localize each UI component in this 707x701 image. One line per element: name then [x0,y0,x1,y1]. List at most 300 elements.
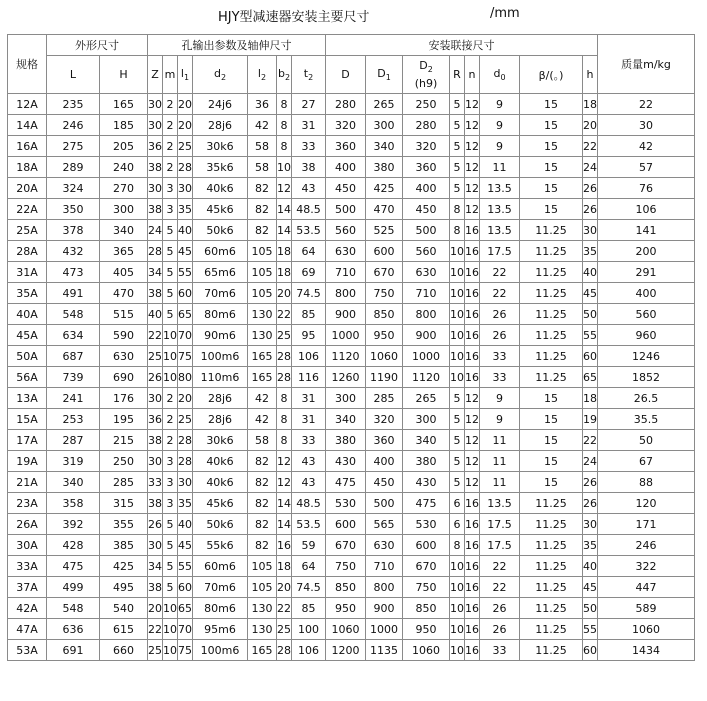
table-cell: 378 [47,220,100,241]
table-cell: 10 [450,367,465,388]
table-cell: 8 [277,388,292,409]
table-cell: 105 [248,241,277,262]
table-cell: 40 [178,220,193,241]
table-cell: 100 [292,619,326,640]
table-cell: 35 [178,199,193,220]
table-cell: 106 [292,640,326,661]
table-cell: 5 [163,262,178,283]
table-cell: 105 [248,262,277,283]
table-row [8,115,695,136]
table-cell: 69 [292,262,326,283]
table-cell: 15 [520,178,583,199]
table-row [8,535,695,556]
table-cell: 5 [450,94,465,115]
table-row [8,262,695,283]
table-cell: 400 [403,178,450,199]
table-cell: 5 [163,220,178,241]
table-cell: 530 [403,514,450,535]
table-cell: 1000 [326,325,366,346]
table-cell: 48.5 [292,199,326,220]
table-cell: 60 [178,577,193,598]
table-cell: 12 [465,451,480,472]
table-cell: 491 [47,283,100,304]
table-cell: 615 [100,619,148,640]
table-cell: 400 [598,283,695,304]
table-cell: 340 [366,136,403,157]
table-cell: 26 [480,304,520,325]
table-cell: 120 [598,493,695,514]
table-body [8,94,695,661]
table-cell: 280 [403,115,450,136]
table-row [8,241,695,262]
table-cell: 1120 [326,346,366,367]
table-cell: 50A [8,346,47,367]
table-cell: 630 [100,346,148,367]
table-cell: 14A [8,115,47,136]
table-cell: 57 [598,157,695,178]
table-cell: 240 [100,157,148,178]
table-cell: 28 [277,640,292,661]
table-cell: 42 [248,409,277,430]
table-cell: 287 [47,430,100,451]
table-cell: 30A [8,535,47,556]
table-cell: 16 [465,241,480,262]
table-cell: 70m6 [193,577,248,598]
table-cell: 285 [100,472,148,493]
table-cell: 13.5 [480,178,520,199]
table-row [8,451,695,472]
table-cell: 20 [277,283,292,304]
header-mass: 质量m/kg [598,35,695,94]
table-cell: 2 [163,136,178,157]
table-cell: 2 [163,409,178,430]
table-cell: 600 [326,514,366,535]
table-cell: 687 [47,346,100,367]
table-cell: 750 [403,577,450,598]
table-cell: 11.25 [520,367,583,388]
table-cell: 42 [248,388,277,409]
table-cell: 30 [178,178,193,199]
table-cell: 12 [465,472,480,493]
table-cell: 950 [326,598,366,619]
table-cell: 265 [366,94,403,115]
table-cell: 739 [47,367,100,388]
table-cell: 1190 [366,367,403,388]
table-cell: 42 [248,115,277,136]
table-cell: 70m6 [193,283,248,304]
table-cell: 105 [248,283,277,304]
table-cell: 1060 [598,619,695,640]
table-cell: 447 [598,577,695,598]
table-cell: 27 [292,94,326,115]
table-cell: 12 [465,199,480,220]
table-cell: 495 [100,577,148,598]
table-cell: 36 [148,136,163,157]
table-cell: 670 [326,535,366,556]
table-cell: 636 [47,619,100,640]
table-cell: 28j6 [193,409,248,430]
table-cell: 20 [148,598,163,619]
table-cell: 82 [248,535,277,556]
table-cell: 59 [292,535,326,556]
table-cell: 11.25 [520,514,583,535]
table-cell: 11.25 [520,241,583,262]
table-cell: 5 [163,556,178,577]
table-row [8,157,695,178]
table-cell: 22 [480,556,520,577]
table-cell: 11.25 [520,346,583,367]
table-cell: 432 [47,241,100,262]
table-cell: 70 [178,325,193,346]
table-cell: 11.25 [520,493,583,514]
table-cell: 350 [47,199,100,220]
table-cell: 10 [163,598,178,619]
table-cell: 16 [465,514,480,535]
table-cell: 30 [598,115,695,136]
table-cell: 67 [598,451,695,472]
table-cell: 670 [366,262,403,283]
table-cell: 320 [366,409,403,430]
table-cell: 24 [583,157,598,178]
table-cell: 185 [100,115,148,136]
table-cell: 630 [326,241,366,262]
table-cell: 500 [326,199,366,220]
header-row-groups [8,35,695,56]
table-cell: 6 [450,493,465,514]
table-cell: 10 [450,325,465,346]
header-d0: $d_0$ [480,56,520,94]
table-cell: 64 [292,241,326,262]
table-cell: 56A [8,367,47,388]
table-cell: 800 [326,283,366,304]
table-row [8,598,695,619]
table-cell: 16 [465,640,480,661]
header-t2: $t_2$ [292,56,326,94]
table-cell: 560 [326,220,366,241]
table-cell: 40 [583,262,598,283]
table-cell: 365 [100,241,148,262]
table-cell: 195 [100,409,148,430]
table-cell: 2 [163,115,178,136]
table-cell: 31 [292,115,326,136]
table-cell: 900 [366,598,403,619]
header-D: D [326,56,366,94]
table-cell: 850 [326,577,366,598]
table-cell: 53.5 [292,514,326,535]
table-cell: 65m6 [193,262,248,283]
header-h: h [583,56,598,94]
table-cell: 24 [148,220,163,241]
table-title: HJY型减速器安装主要尺寸 [218,10,370,25]
table-cell: 30 [583,220,598,241]
table-cell: 65 [178,598,193,619]
table-cell: 15 [520,409,583,430]
table-cell: 11 [480,157,520,178]
table-cell: 20 [178,115,193,136]
table-cell: 16 [277,535,292,556]
table-cell: 950 [403,619,450,640]
table-cell: 105 [248,577,277,598]
table-cell: 33 [480,346,520,367]
table-cell: 5 [450,115,465,136]
table-cell: 106 [598,199,695,220]
table-cell: 385 [100,535,148,556]
table-cell: 40 [583,556,598,577]
table-row [8,640,695,661]
table-cell: 380 [326,430,366,451]
header-l2: $l_2$ [248,56,277,94]
table-cell: 1852 [598,367,695,388]
table-cell: 18A [8,157,47,178]
table-cell: 600 [403,535,450,556]
table-cell: 45A [8,325,47,346]
table-cell: 670 [403,556,450,577]
header-L: L [47,56,100,94]
table-cell: 130 [248,598,277,619]
table-cell: 85 [292,304,326,325]
table-cell: 26A [8,514,47,535]
table-cell: 60 [583,346,598,367]
table-cell: 10 [450,577,465,598]
table-cell: 50 [598,430,695,451]
table-cell: 9 [480,409,520,430]
table-cell: 250 [403,94,450,115]
table-cell: 18 [583,94,598,115]
table-cell: 17A [8,430,47,451]
table-cell: 10 [163,640,178,661]
table-cell: 11.25 [520,283,583,304]
table-cell: 270 [100,178,148,199]
table-cell: 1434 [598,640,695,661]
table-cell: 16 [465,283,480,304]
table-row [8,220,695,241]
header-R: R [450,56,465,94]
table-cell: 5 [450,472,465,493]
table-cell: 430 [403,472,450,493]
table-cell: 8 [277,94,292,115]
table-cell: 30 [178,472,193,493]
table-cell: 165 [248,346,277,367]
table-cell: 200 [598,241,695,262]
table-cell: 589 [598,598,695,619]
table-cell: 8 [450,199,465,220]
table-cell: 35 [583,535,598,556]
table-cell: 22 [148,325,163,346]
table-row [8,178,695,199]
table-cell: 19A [8,451,47,472]
table-cell: 25 [178,409,193,430]
table-cell: 28A [8,241,47,262]
table-cell: 10 [450,640,465,661]
table-cell: 246 [598,535,695,556]
table-cell: 130 [248,619,277,640]
table-cell: 75 [178,640,193,661]
table-cell: 22 [583,430,598,451]
table-cell: 5 [450,178,465,199]
table-cell: 30 [148,178,163,199]
header-shaft-params: 孔输出参数及轴伸尺寸 [148,35,326,56]
table-cell: 26 [148,514,163,535]
table-cell: 26 [583,493,598,514]
table-cell: 5 [450,451,465,472]
table-row [8,199,695,220]
table-cell: 26 [480,619,520,640]
table-cell: 25 [178,136,193,157]
table-cell: 53.5 [292,220,326,241]
table-cell: 340 [326,409,366,430]
table-cell: 525 [366,220,403,241]
table-cell: 58 [248,157,277,178]
table-cell: 25 [277,325,292,346]
table-cell: 31 [292,388,326,409]
table-cell: 141 [598,220,695,241]
table-cell: 45k6 [193,199,248,220]
table-cell: 475 [403,493,450,514]
table-cell: 1200 [326,640,366,661]
table-cell: 18 [277,262,292,283]
table-cell: 16 [465,598,480,619]
table-cell: 10 [450,241,465,262]
table-cell: 630 [366,535,403,556]
table-cell: 55 [178,556,193,577]
table-cell: 425 [100,556,148,577]
table-cell: 1060 [326,619,366,640]
table-cell: 15 [520,388,583,409]
table-cell: 58 [248,430,277,451]
table-cell: 300 [326,388,366,409]
table-cell: 28 [277,367,292,388]
table-cell: 35.5 [598,409,695,430]
header-spec: 规格 [8,35,47,94]
table-cell: 400 [326,157,366,178]
table-cell: 26 [583,472,598,493]
table-cell: 38 [292,157,326,178]
table-cell: 900 [403,325,450,346]
table-cell: 18 [277,556,292,577]
table-cell: 38 [148,199,163,220]
table-cell: 40k6 [193,472,248,493]
table-cell: 300 [403,409,450,430]
table-cell: 38 [148,157,163,178]
table-cell: 106 [292,346,326,367]
table-cell: 10 [450,346,465,367]
table-cell: 45 [583,283,598,304]
table-cell: 430 [326,451,366,472]
table-cell: 500 [403,220,450,241]
table-cell: 82 [248,220,277,241]
table-cell: 74.5 [292,577,326,598]
table-cell: 28 [148,241,163,262]
table-cell: 11.25 [520,598,583,619]
table-cell: 25 [148,640,163,661]
table-cell: 16 [465,619,480,640]
table-cell: 12A [8,94,47,115]
table-cell: 85 [292,598,326,619]
table-cell: 60 [178,283,193,304]
table-cell: 400 [366,451,403,472]
table-cell: 38 [148,430,163,451]
table-cell: 30 [148,94,163,115]
table-cell: 30k6 [193,136,248,157]
table-row [8,283,695,304]
table-cell: 15 [520,94,583,115]
table-cell: 12 [465,94,480,115]
table-cell: 40 [178,514,193,535]
table-cell: 82 [248,451,277,472]
table-cell: 15 [520,451,583,472]
table-row [8,556,695,577]
table-cell: 22 [583,136,598,157]
table-cell: 16 [465,535,480,556]
table-cell: 26 [148,367,163,388]
table-cell: 8 [277,115,292,136]
table-cell: 60m6 [193,556,248,577]
table-cell: 800 [403,304,450,325]
table-cell: 322 [598,556,695,577]
table-cell: 10 [450,283,465,304]
table-cell: 38 [148,577,163,598]
table-cell: 74.5 [292,283,326,304]
table-cell: 360 [403,157,450,178]
table-cell: 28j6 [193,115,248,136]
table-cell: 130 [248,325,277,346]
table-cell: 2 [163,94,178,115]
table-cell: 55k6 [193,535,248,556]
table-cell: 300 [366,115,403,136]
table-cell: 28 [178,451,193,472]
table-cell: 5 [450,388,465,409]
table-cell: 45 [583,577,598,598]
table-cell: 50 [583,598,598,619]
table-row [8,619,695,640]
table-cell: 55 [583,325,598,346]
table-cell: 26.5 [598,388,695,409]
table-cell: 315 [100,493,148,514]
table-cell: 10 [277,157,292,178]
table-cell: 30 [148,535,163,556]
table-cell: 30 [148,451,163,472]
table-cell: 17.5 [480,241,520,262]
table-cell: 23A [8,493,47,514]
table-cell: 1135 [366,640,403,661]
table-cell: 14 [277,220,292,241]
table-cell: 28 [277,346,292,367]
table-cell: 100m6 [193,346,248,367]
table-cell: 450 [403,199,450,220]
table-cell: 2 [163,388,178,409]
table-cell: 26 [583,199,598,220]
table-cell: 355 [100,514,148,535]
table-cell: 22 [480,283,520,304]
table-cell: 20A [8,178,47,199]
header-beta: β/(。) [520,56,583,94]
table-cell: 1120 [403,367,450,388]
table-cell: 65 [178,304,193,325]
table-cell: 5 [163,304,178,325]
table-cell: 15 [520,157,583,178]
table-cell: 82 [248,199,277,220]
table-cell: 11.25 [520,304,583,325]
table-cell: 80m6 [193,598,248,619]
header-m: m [163,56,178,94]
table-cell: 289 [47,157,100,178]
table-cell: 35 [583,241,598,262]
table-cell: 392 [47,514,100,535]
header-l1: $l_1$ [178,56,193,94]
table-cell: 1246 [598,346,695,367]
header-d2: $d_2$ [193,56,248,94]
table-cell: 16 [465,346,480,367]
